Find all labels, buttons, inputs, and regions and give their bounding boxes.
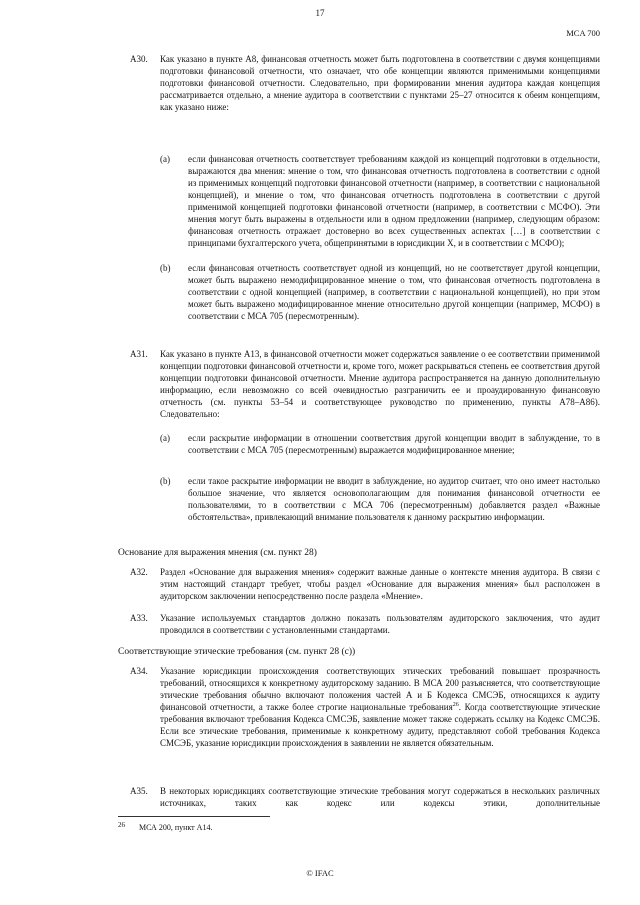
footnote-number: 26 <box>118 821 125 829</box>
list-item-a31-a: если раскрытие информации в отношении соответствия другой концепции вводит в заблуждение, то в соответствии с МСА 705 (пересмотренным) выражается модифицированное мнение; <box>188 433 600 455</box>
paragraph-number-a35: A35. <box>130 786 148 796</box>
paragraph-number-a31: A31. <box>130 349 148 359</box>
paragraph-a33: Указание используемых стандартов должно показать пользователям аудиторского заключения, что аудит проводился в соответствии с установленными стандартами. <box>160 613 600 635</box>
footnote-text: МСА 200, пункт А14. <box>139 823 213 832</box>
paragraph-number-a30: A30. <box>130 54 148 64</box>
paragraph-number-a32: A32. <box>130 567 148 577</box>
paragraph-number-a34: A34. <box>130 666 148 676</box>
section-heading-basis-for-opinion: Основание для выражения мнения (см. пункт 28) <box>118 548 317 558</box>
list-item-label: (a) <box>160 154 170 164</box>
paragraph-number-a33: A33. <box>130 613 148 623</box>
paragraph-a34-text-after: . Когда соответствующие этические требования включают требования Кодекса СМСЭБ, заявление может также содержать ссылку на Кодекс СМСЭБ. Если все этические требования, применимые к конкретному аудиту, представляют собой требования Кодекса СМСЭБ, указание юрисдикции происхождения в заявлении не является обязательным. <box>160 702 600 748</box>
paragraph-a34 <box>160 665 600 749</box>
list-item-label: (b) <box>160 263 171 273</box>
footnote-divider <box>118 816 270 817</box>
section-heading-ethical-requirements: Соответствующие этические требования (см. пункт 28 (с)) <box>118 647 356 657</box>
paragraph-a31: Как указано в пункте А13, в финансовой отчетности может содержаться заявление о ее соответствии применимой концепции подготовки финансовой отчетности и, кроме того, может раскрываться степень ее соответствия другой концепции подготовки финансовой отчетности. Мнение аудитора распространяется на данную дополнительную информацию, если невозможно со всей очевидностью разграничить ее и проаудированную финансовую отчетность (см. пункты 53–54 и соответствующее руководство по применению, пункты А78–А86). Следовательно: <box>160 349 600 419</box>
list-item-a30-b: если финансовая отчетность соответствует одной из концепций, но не соответствует другой концепции, может быть выражено немодифицированное мнение о том, что финансовая отчетность подготовлена в соответствии с одной концепцией (например, в соответствии с национальной концепцией), но при этом может быть выражено модифицированное мнение относительно другой концепции (например, МСФО) в соответствии с МСА 705 (пересмотренным). <box>188 263 600 321</box>
list-item-label: (b) <box>160 476 171 486</box>
footnote-reference[interactable]: 26 <box>452 702 459 708</box>
paragraph-a34-text-before: Указание юрисдикции происхождения соответствующих этических требований повышает прозрачность требований, относящихся к конкретному аудиторскому заданию. В МСА 200 разъясняется, что соответствующие этические требования обычно включают положения частей А и Б Кодекса СМСЭБ, относящихся к аудиту финансовой отчетности, а также более строгие национальные требования <box>160 666 600 712</box>
list-item-label: (a) <box>160 433 170 443</box>
paragraph-a35: В некоторых юрисдикциях соответствующие этические требования могут содержаться в нескольких различных источниках, таких как кодекс или кодексы этики, дополнительные <box>160 786 600 808</box>
paragraph-a30: Как указано в пункте А8, финансовая отчетность может быть подготовлена в соответствии с двумя концепциями подготовки финансовой отчетности, что означает, что обе концепции являются применимыми концепциями подготовки финансовой отчетности. Следовательно, при формировании мнения аудитора каждая концепция рассматривается отдельно, а мнение аудитора в соответствии с пунктами 25–27 относится к обеим концепциям, как указано ниже: <box>160 54 600 112</box>
list-item-a30-a: если финансовая отчетность соответствует требованиям каждой из концепций подготовки в отдельности, выражаются два мнения: мнение о том, что финансовая отчетность подготовлена в соответствии с одной из применимых концепций подготовки финансовой отчетности (например, в соответствии с национальной концепцией), и мнение о том, что финансовая отчетность подготовлена в соответствии с другой применимой концепцией подготовки финансовой отчетности (например, в соответствии с МСФО). Эти мнения могут быть выражены в отдельности или в одном предложении (например, следующим образом: финансовая отчетность отражает достоверно во всех существенных аспектах […] в соответствии с принципами бухгалтерского учета, общепринятыми в юрисдикции X, и в соответствии с МСФО); <box>188 154 600 248</box>
copyright-footer: © IFAC <box>306 868 334 878</box>
paragraph-a32: Раздел «Основание для выражения мнения» содержит важные данные о контексте мнения аудитора. В связи с этим настоящий стандарт требует, чтобы раздел «Основание для выражения мнения» был расположен в аудиторском заключении непосредственно после раздела «Мнение». <box>160 567 600 601</box>
list-item-a31-b: если такое раскрытие информации не вводит в заблуждение, но аудитор считает, что оно имеет настолько большое значение, что является основополагающим для понимания финансовой отчетности ее пользователями, то в соответствии с МСА 706 (пересмотренным) добавляется раздел «Важные обстоятельства», привлекающий внимание пользователя к данному раскрытию информации. <box>188 476 600 522</box>
page-number: 17 <box>315 8 325 18</box>
document-code: MCA 700 <box>566 28 600 38</box>
